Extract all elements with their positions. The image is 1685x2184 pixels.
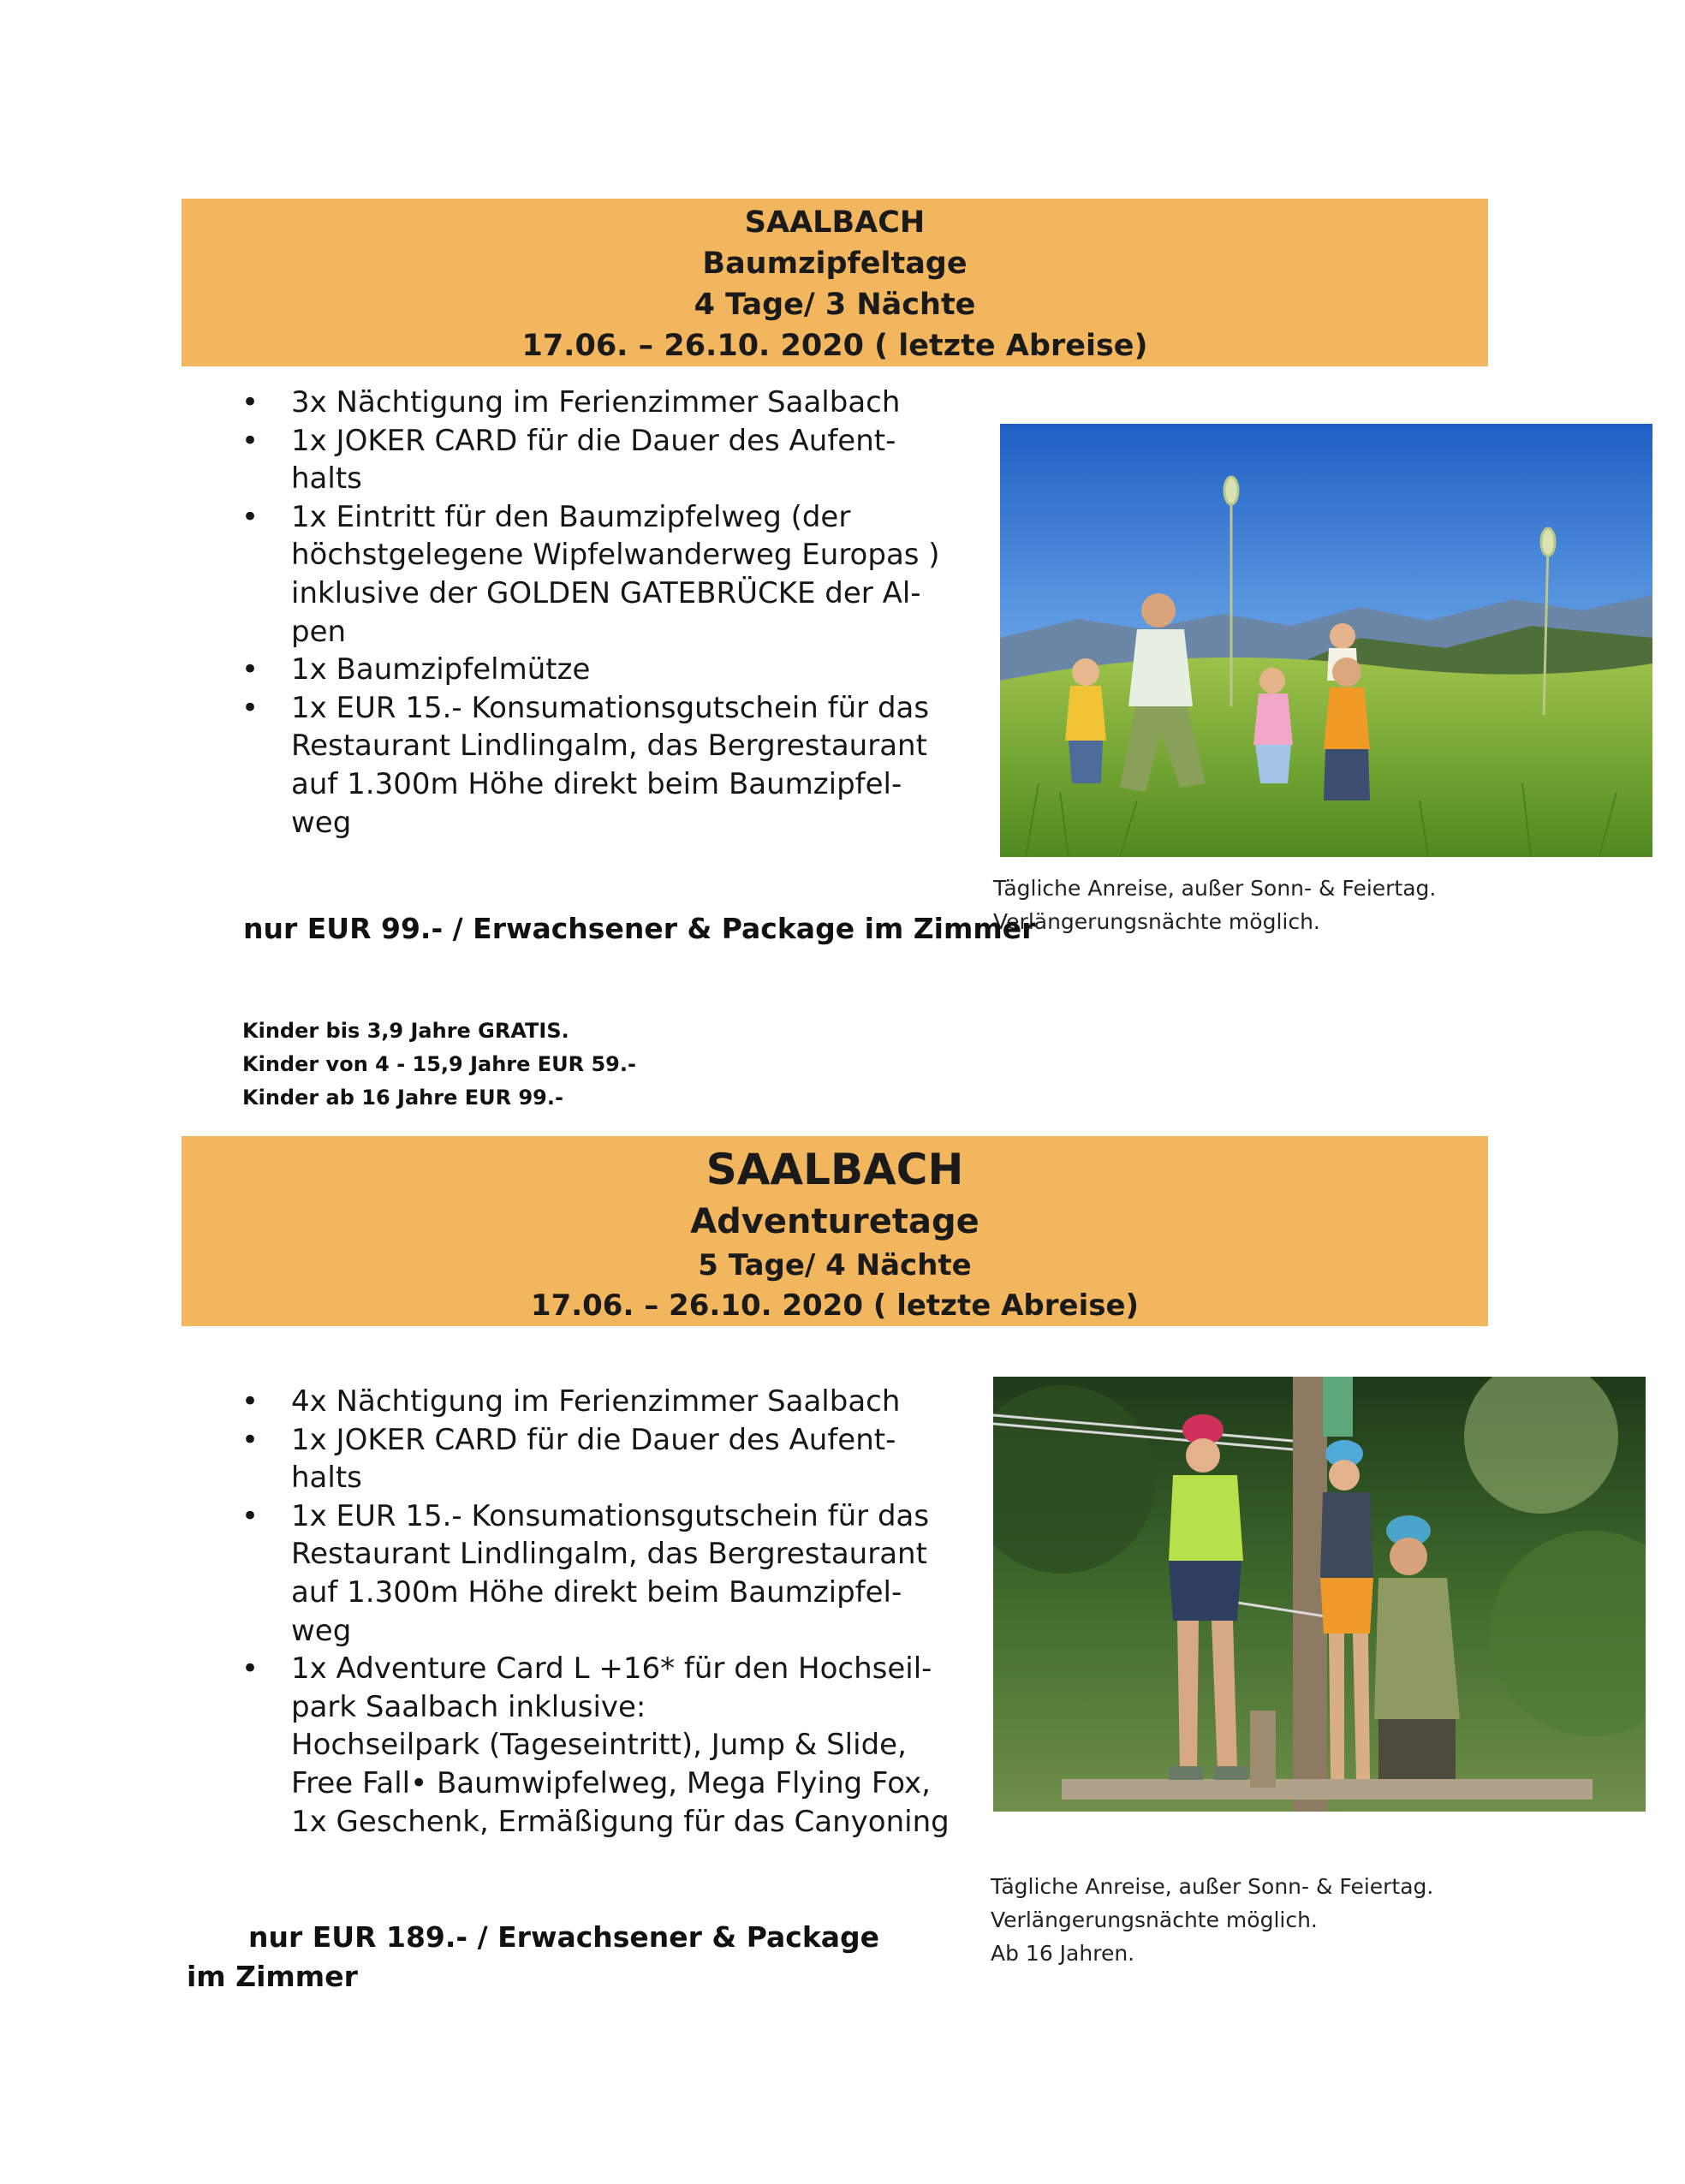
- bullet-icon: •: [241, 1498, 259, 1533]
- list-item: [233, 498, 952, 651]
- feature-text: 1x JOKER CARD für die Dauer des Aufent- halts: [291, 1422, 896, 1496]
- note-line: Ab 16 Jahren.: [991, 1941, 1135, 1966]
- package1-feature-list: [233, 384, 952, 842]
- package1-duration: 4 Tage/ 3 Nächte: [694, 288, 976, 322]
- kids-price-line: Kinder von 4 - 15,9 Jahre EUR 59.-: [242, 1052, 636, 1076]
- feature-text: 1x Adventure Card L +16* für den Hochseil- park Saalbach inklusive: Hochseilpark (Tageseintritt), Jump & Slide, Free Fall• Baumwipfelweg, Mega Flying Fox, 1x Geschenk, Ermäßigung für das Canyoning: [291, 1651, 950, 1839]
- list-item: [233, 1650, 952, 1841]
- list-item: [233, 1497, 952, 1650]
- list-item: [233, 384, 952, 422]
- package1-location: SAALBACH: [744, 205, 926, 240]
- kids-price-line: Kinder bis 3,9 Jahre GRATIS.: [242, 1019, 569, 1043]
- bullet-icon: •: [241, 499, 259, 534]
- bullet-icon: •: [241, 1384, 259, 1419]
- package1-notes: [993, 872, 1436, 938]
- feature-text: 1x Eintritt für den Baumzipfelweg (der höchstgelegene Wipfelwanderweg Europas ) inklusive der GOLDEN GATEBRÜCKE der Al- pen: [291, 499, 940, 649]
- bullet-icon: •: [241, 690, 259, 725]
- kids-price-line: Kinder ab 16 Jahre EUR 99.-: [242, 1086, 563, 1110]
- feature-text: 4x Nächtigung im Ferienzimmer Saalbach: [291, 1384, 901, 1419]
- feature-text: 1x Baumzipfelmütze: [291, 652, 591, 687]
- note-line: Verlängerungsnächte möglich.: [991, 1907, 1318, 1932]
- note-line: Verlängerungsnächte möglich.: [993, 909, 1320, 934]
- package2-title: Adventuretage: [690, 1202, 979, 1241]
- package1-kids-prices: [242, 1015, 636, 1115]
- bullet-icon: •: [241, 1651, 259, 1687]
- bullet-icon: •: [241, 1422, 259, 1457]
- list-item: [233, 1383, 952, 1421]
- list-item: [233, 651, 952, 689]
- list-item: [233, 422, 952, 498]
- note-line: Tägliche Anreise, außer Sonn- & Feiertag.: [991, 1874, 1434, 1899]
- family-meadow-image: [1000, 424, 1652, 857]
- list-item: [233, 689, 952, 842]
- package2-feature-list: [233, 1383, 952, 1841]
- note-line: Tägliche Anreise, außer Sonn- & Feiertag.: [993, 876, 1437, 901]
- package2-notes: [991, 1870, 1433, 1970]
- package2-dates: 17.06. – 26.10. 2020 ( letzte Abreise): [530, 1288, 1140, 1323]
- package2-price: nur EUR 189.- / Erwachsener & Package im Zimmer: [187, 1920, 880, 1993]
- feature-text: 3x Nächtigung im Ferienzimmer Saalbach: [291, 385, 901, 420]
- bullet-icon: •: [241, 423, 259, 458]
- family-meadow-photo: [1000, 424, 1652, 857]
- ropes-course-photo: [993, 1377, 1646, 1812]
- bullet-icon: •: [241, 652, 259, 687]
- feature-text: 1x EUR 15.- Konsumationsgutschein für das Restaurant Lindlingalm, das Bergrestaurant auf 1.300m Höhe direkt beim Baumzipfel- weg: [291, 690, 930, 840]
- package2-banner: [182, 1136, 1488, 1326]
- package2-location: SAALBACH: [706, 1145, 964, 1194]
- ropes-course-image: [993, 1377, 1646, 1812]
- package2-duration: 5 Tage/ 4 Nächte: [698, 1248, 972, 1282]
- bullet-icon: •: [241, 385, 259, 420]
- package1-banner: [182, 199, 1488, 366]
- feature-text: 1x EUR 15.- Konsumationsgutschein für das Restaurant Lindlingalm, das Bergrestaurant auf 1.300m Höhe direkt beim Baumzipfel- weg: [291, 1498, 930, 1648]
- feature-text: 1x JOKER CARD für die Dauer des Aufent- halts: [291, 423, 896, 497]
- package1-dates: 17.06. – 26.10. 2020 ( letzte Abreise): [521, 329, 1148, 363]
- package1-title: Baumzipfeltage: [702, 247, 968, 281]
- package1-price: nur EUR 99.- / Erwachsener & Package im Zimmer: [243, 912, 1036, 945]
- list-item: [233, 1421, 952, 1497]
